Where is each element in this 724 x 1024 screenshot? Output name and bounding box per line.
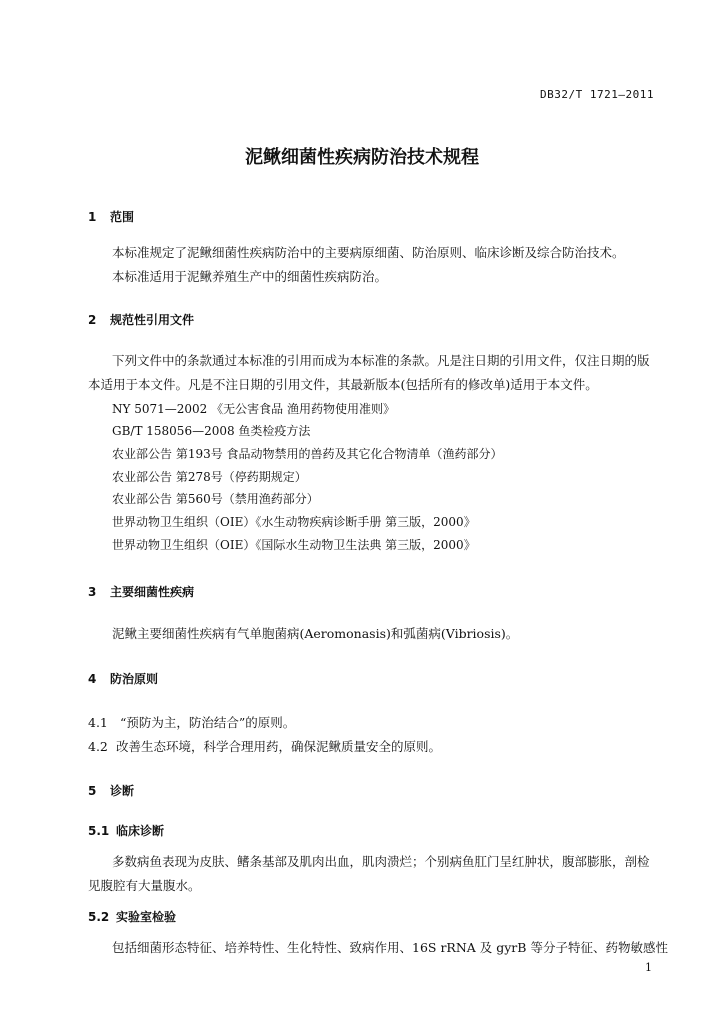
standard-code: DB32/T 1721—2011 xyxy=(540,88,654,101)
clause-text: 改善生态环境，科学合理用药，确保泥鳅质量安全的原则。 xyxy=(116,739,442,754)
section-2-title: 规范性引用文件 xyxy=(110,313,195,327)
reference-item: NY 5071—2002 《无公害食品 渔用药物使用准则》 xyxy=(112,402,395,416)
subsection-number: 5.2 xyxy=(88,910,110,924)
clause-text: “预防为主，防治结合”的原则。 xyxy=(120,715,296,730)
reference-item: 世界动物卫生组织（OIE）《水生动物疾病诊断手册 第三版，2000》 xyxy=(112,515,476,529)
section-2-number: 2 xyxy=(88,313,97,327)
clause-4-1 xyxy=(88,713,295,731)
document-title: 泥鳅细菌性疾病防治技术规程 xyxy=(245,147,479,168)
section-2-intro-line-1: 下列文件中的条款通过本标准的引用而成为本标准的条款。凡是注日期的引用文件，仅注日期的版 xyxy=(112,353,650,368)
subsection-5-1-line-1: 多数病鱼表现为皮肤、鳍条基部及肌肉出血，肌肉溃烂；个别病鱼肛门呈红肿状，腹部膨胀，剖检 xyxy=(112,854,650,869)
subsection-5-2-line-1: 包括细菌形态特征、培养特性、生化特性、致病作用、16S rRNA 及 gyrB 等分子特征、药物敏感性 xyxy=(112,940,668,955)
section-3-heading xyxy=(88,583,194,600)
section-4-number: 4 xyxy=(88,672,97,686)
clause-number: 4.2 xyxy=(88,739,108,754)
section-1-number: 1 xyxy=(88,210,97,224)
section-1-paragraph-1: 本标准规定了泥鳅细菌性疾病防治中的主要病原细菌、防治原则、临床诊断及综合防治技术。 xyxy=(112,245,625,260)
subsection-title: 实验室检验 xyxy=(116,910,177,924)
section-2-intro-line-2: 本适用于本文件。凡是不注日期的引用文件，其最新版本(包括所有的修改单)适用于本文件。 xyxy=(88,377,598,392)
subsection-5-2-heading xyxy=(88,908,176,925)
section-1-title: 范围 xyxy=(110,210,135,224)
section-3-number: 3 xyxy=(88,585,97,599)
subsection-title: 临床诊断 xyxy=(116,824,165,838)
section-3-paragraph: 泥鳅主要细菌性疾病有气单胞菌病(Aeromonasis)和弧菌病(Vibriosis)。 xyxy=(112,626,519,641)
subsection-5-1-heading xyxy=(88,822,164,839)
subsection-5-1-line-2: 见腹腔有大量腹水。 xyxy=(88,878,201,893)
reference-item: GB/T 158056—2008 鱼类检疫方法 xyxy=(112,424,311,438)
subsection-number: 5.1 xyxy=(88,824,110,838)
section-1-paragraph-2: 本标准适用于泥鳅养殖生产中的细菌性疾病防治。 xyxy=(112,269,388,284)
section-5-number: 5 xyxy=(88,784,97,798)
reference-item: 农业部公告 第560号（禁用渔药部分） xyxy=(112,492,319,506)
clause-4-2 xyxy=(88,737,441,755)
clause-number: 4.1 xyxy=(88,715,108,730)
section-2-heading xyxy=(88,311,194,328)
reference-item: 农业部公告 第193号 食品动物禁用的兽药及其它化合物清单（渔药部分） xyxy=(112,447,503,461)
section-4-title: 防治原则 xyxy=(110,672,159,686)
section-5-heading xyxy=(88,782,134,799)
section-3-title: 主要细菌性疾病 xyxy=(110,585,195,599)
section-1-heading xyxy=(88,208,134,225)
page-number: 1 xyxy=(645,961,652,974)
reference-item: 世界动物卫生组织（OIE）《国际水生动物卫生法典 第三版，2000》 xyxy=(112,538,476,552)
section-5-title: 诊断 xyxy=(110,784,135,798)
reference-item: 农业部公告 第278号（停药期规定） xyxy=(112,470,307,484)
section-4-heading xyxy=(88,670,158,687)
